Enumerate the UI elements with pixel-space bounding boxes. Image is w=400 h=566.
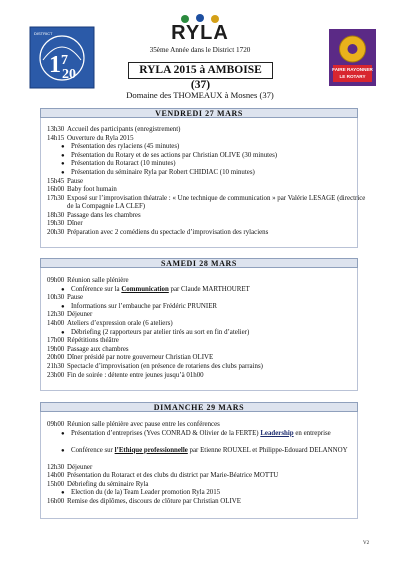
version-label: V2 [363,541,370,546]
bullet-text: par Claude MARTHOURET [168,285,250,293]
time: 13h30 [47,126,65,133]
time: 19h00 [47,345,65,353]
schedule-item [47,346,367,355]
svg-text:7: 7 [61,53,68,68]
schedule-item [47,294,367,303]
item-text: Débriefing du séminaire Ryla [67,480,149,488]
bullet-text: Informations sur l’embauche par Frédéric PRUNIER [71,302,218,310]
district-logo [29,26,95,89]
item-text: Dîner présidé par notre gouverneur Christian OLIVE [67,354,214,362]
time: 12h30 [47,311,65,319]
schedule-bullet [47,286,367,295]
schedule-item [47,363,367,372]
bullet-text: Conférence sur [71,446,115,454]
bullet-icon: ● [61,430,65,437]
time: 17h30 [47,194,65,202]
schedule-item [47,354,367,363]
bullet-icon: ● [61,161,65,168]
bullet-text: Présentation d’entreprises (Yves CONRAD & Olivier de la FERTE) [71,429,261,437]
item-text: Pause [67,177,84,185]
schedule-item [47,229,367,238]
item-text: Exposé sur l’improvisation théatrale : « Une technique de communication » par Valérie LESAGE (directrice de la Compagnie LA CLEF) [67,194,366,211]
bullet-icon: ● [61,303,65,310]
bullet-topic: l’Ethique professionnelle [114,446,188,454]
schedule-item [47,178,367,187]
rotary-theme-text-1: FAIRE RAYONNER [332,67,373,72]
day-header-friday: VENDREDI 27 MARS [40,108,358,118]
bullet-text: Conférence sur la [71,285,122,293]
item-text: Réunion salle plénière [67,277,129,284]
day-header-saturday: SAMEDI 28 MARS [40,258,358,268]
schedule-bullet [47,489,367,498]
bullet-icon: ● [61,490,65,497]
bullet-icon: ● [61,286,65,293]
item-text: Réunion salle plénière avec pause entre les conférences [67,421,220,428]
schedule-item [47,464,367,473]
item-text: Dîner [67,220,83,228]
bullet-topic: Communication [121,285,169,293]
item-text: Ouverture du Ryla 2015 [67,134,134,142]
schedule-item [47,126,367,135]
svg-text:20: 20 [62,67,76,82]
schedule-item [47,320,367,329]
item-text: Répétitions théâtre [67,337,119,345]
schedule-bullet [47,447,367,464]
schedule-item [47,472,367,481]
bullet-icon: ● [61,169,65,176]
bullet-text: Débriefing (2 rapporteurs par atelier tirés au sort en fin d’atelier) [71,328,250,336]
bullet-text: Présentation du Rotary et de ses actions par Christian OLIVE (30 minutes) [71,151,278,159]
time: 19h30 [47,220,65,228]
schedule-item [47,186,367,195]
item-text: Spectacle d’improvisation (en présence de rotariens des clubs parrains) [67,362,263,370]
schedule-bullet [47,329,367,338]
item-text: Pause [67,294,84,302]
schedule-item [47,311,367,320]
time: 14h00 [47,472,65,480]
svg-text:DISTRICT: DISTRICT [34,31,53,36]
item-text: Baby foot humain [67,186,117,194]
svg-text:1: 1 [49,52,61,78]
bullet-icon: ● [61,152,65,159]
time: 14h15 [47,134,65,142]
item-text: Passage aux chambres [67,345,129,353]
schedule-bullet [47,430,367,447]
bullet-text: Election du (de la) Team Leader promotion Ryla 2015 [71,489,221,497]
venue: Domaine des THOMEAUX à Mosnes (37) [126,90,274,100]
time: 21h30 [47,362,65,370]
schedule-item [47,135,367,144]
bullet-icon: ● [61,144,65,151]
saturday-schedule [47,277,367,380]
time: 12h30 [47,463,65,471]
time: 17h00 [47,337,65,345]
item-text: Passage dans les chambres [67,211,141,219]
sunday-schedule [47,421,367,507]
schedule-item [47,372,367,381]
bullet-text: Présentation du séminaire Ryla par Robert CHIDIAC (10 minutes) [71,168,255,176]
time: 15h00 [47,480,65,488]
day-header-sunday: DIMANCHE 29 MARS [40,402,358,412]
bullet-text: par Etienne ROUXEL et Philippe-Edouard DELANNOY [187,446,348,454]
time: 23h00 [47,371,65,379]
time: 15h45 [47,177,65,185]
time: 10h30 [47,294,65,302]
bullet-icon: ● [61,329,65,336]
item-text: Préparation avec 2 comédiens du spectacle d’improvisation des rylaciens [67,228,269,236]
time: 09h00 [47,277,65,284]
item-text: Accueil des participants (enregistrement) [67,126,181,133]
bullet-text: Présentation des rylaciens (45 minutes) [71,143,180,151]
bullet-text: Présentation du Rotaract (10 minutes) [71,160,176,168]
schedule-item [47,421,367,430]
item-text: Remise des diplômes, discours de clôture par Christian OLIVE [67,497,241,505]
rotary-theme-logo [329,29,376,86]
bullet-topic: Leadership [260,429,294,437]
schedule-bullet [47,160,367,169]
schedule-item [47,481,367,490]
ryla-logo [163,14,237,46]
schedule-item [47,337,367,346]
rotary-theme-text-2: LE ROTARY [339,74,366,79]
time: 14h00 [47,319,65,327]
item-text: Ateliers d’expression orale (6 ateliers) [67,319,173,327]
schedule-item [47,498,367,507]
friday-schedule [47,126,367,238]
time: 16h00 [47,186,65,194]
schedule-item [47,277,367,286]
item-text: Fin de soirée : détente entre jeunes jusqu’à 01h00 [67,371,204,379]
time: 20h30 [47,228,65,236]
schedule-item [47,212,367,221]
bullet-icon: ● [61,447,65,454]
schedule-bullet [47,143,367,152]
ryla-logo-text: RYLA [171,22,229,44]
schedule-item [47,220,367,229]
bullet-text: en entreprise [293,429,331,437]
item-text: Déjeuner [67,311,93,319]
time: 18h30 [47,211,65,219]
schedule-item [47,195,367,212]
item-text: Déjeuner [67,463,93,471]
schedule-bullet [47,303,367,312]
time: 20h00 [47,354,65,362]
time: 09h00 [47,421,65,428]
page-title: RYLA 2015 à AMBOISE (37) [128,62,273,79]
district-subtitle: 35ème Année dans le District 1720 [149,46,251,54]
item-text: Présentation du Rotaract et des clubs du district par Marie-Béatrice MOTTU [67,472,279,480]
schedule-bullet [47,169,367,178]
schedule-bullet [47,152,367,161]
time: 16h00 [47,497,65,505]
